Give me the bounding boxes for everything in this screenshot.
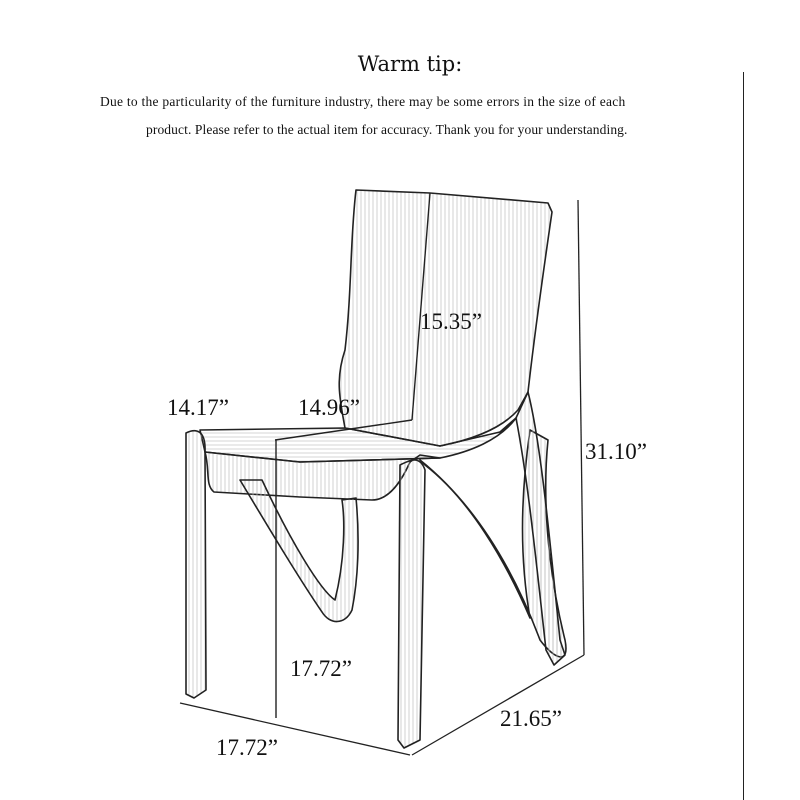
disclaimer-line-1: Due to the particularity of the furniture industry, there may be some errors in the size of each (100, 94, 626, 109)
chair-front-left-leg (186, 431, 206, 698)
total-depth-line (412, 655, 584, 755)
disclaimer-line-2: product. Please refer to the actual item for accuracy. Thank you for your understanding. (146, 122, 628, 137)
front-width-line (180, 703, 410, 755)
front-width-label: 17.72” (216, 735, 278, 760)
seat-width-label: 14.17” (167, 395, 229, 420)
backrest-height-label: 15.35” (420, 309, 482, 334)
total-height-label: 31.10” (585, 439, 647, 464)
chair-front-right-leg (398, 460, 425, 748)
total-depth-label: 21.65” (500, 706, 562, 731)
warm-tip-title: Warm tip: (357, 52, 463, 76)
chair-outline (186, 190, 566, 748)
total-height-line (578, 200, 584, 655)
seat-height-label: 17.72” (290, 656, 352, 681)
chair-cross-brace (240, 480, 358, 622)
seat-depth-label: 14.96” (298, 395, 360, 420)
